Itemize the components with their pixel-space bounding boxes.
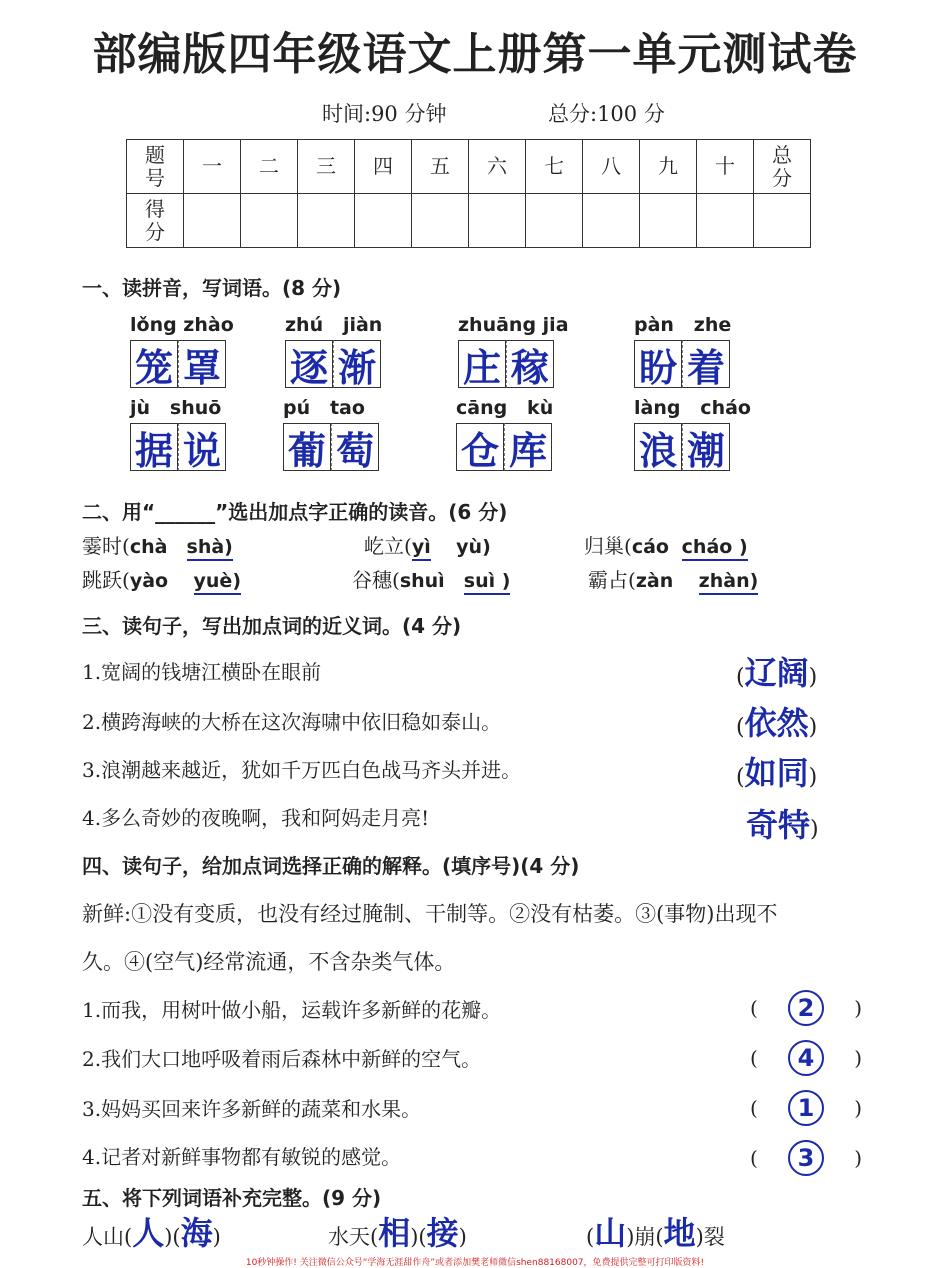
option-b[interactable]: shà) <box>187 536 233 561</box>
sentence: 2.横跨海峡的大桥在这次海啸中依旧稳如泰山。 <box>82 710 502 734</box>
sentence: 1.而我，用树叶做小船，运载许多新鲜的花瓣。 <box>82 998 502 1022</box>
synonym-answer[interactable]: 辽阔 <box>744 654 809 692</box>
answer-char[interactable]: 逐 <box>285 340 333 388</box>
answer-bracket: ( 3 ) <box>750 1140 862 1176</box>
answer-char[interactable]: 盼 <box>634 340 682 388</box>
reading-item: 归巢(cáo cháo ) <box>584 530 748 559</box>
pinyin: cāng kù <box>456 397 554 419</box>
section-2-heading: 二、用“______”选出加点字正确的读音。(6 分) <box>82 500 508 524</box>
pinyin-item <box>283 397 379 471</box>
pinyin-item <box>458 314 569 388</box>
option-b[interactable]: cháo ) <box>682 536 748 561</box>
answer-char[interactable]: 潮 <box>682 423 730 471</box>
score-col: 七 <box>526 140 583 194</box>
option-a[interactable]: zàn <box>635 570 674 592</box>
answer-bracket: 奇特) <box>746 806 819 844</box>
pinyin-item <box>285 314 382 388</box>
pinyin: pàn zhe <box>634 314 732 336</box>
idiom-answer[interactable]: 接 <box>426 1214 459 1252</box>
option-a[interactable]: shuì <box>399 570 445 592</box>
answer-char[interactable]: 渐 <box>333 340 381 388</box>
score-cell[interactable] <box>298 194 355 248</box>
reading-item: 霸占(zàn zhàn) <box>588 564 758 593</box>
option-a[interactable]: yì <box>412 536 431 561</box>
answer-char[interactable]: 罩 <box>178 340 226 388</box>
synonym-answer[interactable]: 奇特 <box>746 806 811 844</box>
score-col: 八 <box>583 140 640 194</box>
score-cell[interactable] <box>754 194 811 248</box>
pinyin: làng cháo <box>634 397 751 419</box>
option-a[interactable]: chà <box>129 536 168 558</box>
answer-char[interactable]: 葡 <box>283 423 331 471</box>
answer-char[interactable]: 稼 <box>506 340 554 388</box>
score-col: 四 <box>355 140 412 194</box>
option-b[interactable]: suì ) <box>464 570 511 595</box>
choice-answer[interactable]: 4 <box>788 1040 824 1076</box>
idiom-item: (山)崩(地)裂 <box>586 1214 725 1252</box>
pinyin-item <box>130 314 234 388</box>
idiom-item: 水天(相)(接) <box>328 1214 467 1252</box>
score-col: 二 <box>241 140 298 194</box>
reading-item: 跳跃(yào yuè) <box>82 564 241 593</box>
score-cell[interactable] <box>526 194 583 248</box>
sentence: 3.浪潮越来越近，犹如千万匹白色战马齐头并进。 <box>82 758 522 782</box>
answer-bracket: ( 1 ) <box>750 1090 862 1126</box>
synonym-answer[interactable]: 如同 <box>744 754 809 792</box>
sentence: 4.多么奇妙的夜晚啊，我和阿妈走月亮! <box>82 806 430 830</box>
score-col: 三 <box>298 140 355 194</box>
score-cell[interactable] <box>241 194 298 248</box>
total-label: 总分:100 分 <box>548 102 665 126</box>
answer-char[interactable]: 萄 <box>331 423 379 471</box>
choice-answer[interactable]: 3 <box>788 1140 824 1176</box>
pinyin-item <box>634 314 731 388</box>
pinyin: zhuāng jia <box>458 314 569 336</box>
score-cell[interactable] <box>697 194 754 248</box>
answer-bracket: ( 4 ) <box>750 1040 862 1076</box>
sentence: 3.妈妈买回来许多新鲜的蔬菜和水果。 <box>82 1097 422 1121</box>
score-table <box>126 139 811 248</box>
sentence: 1.宽阔的钱塘江横卧在眼前 <box>82 660 322 684</box>
definition-line: 久。④(空气)经常流通，不含杂类气体。 <box>82 950 456 974</box>
section-1-heading: 一、读拼音，写词语。(8 分) <box>82 276 342 300</box>
idiom-answer[interactable]: 相 <box>378 1214 411 1252</box>
score-col: 九 <box>640 140 697 194</box>
pinyin: pú tao <box>283 397 365 419</box>
answer-char[interactable]: 着 <box>682 340 730 388</box>
section-4-heading: 四、读句子，给加点词选择正确的解释。(填序号)(4 分) <box>82 854 580 878</box>
answer-bracket: (辽阔) <box>736 654 818 692</box>
sentence: 2.我们大口地呼吸着雨后森林中新鲜的空气。 <box>82 1047 482 1071</box>
score-cell[interactable] <box>469 194 526 248</box>
reading-item: 霎时(chà shà) <box>82 530 233 559</box>
score-cell[interactable] <box>583 194 640 248</box>
answer-char[interactable]: 庄 <box>458 340 506 388</box>
score-col: 一 <box>184 140 241 194</box>
section-3-heading: 三、读句子，写出加点词的近义词。(4 分) <box>82 614 462 638</box>
answer-bracket: ( 2 ) <box>750 990 862 1026</box>
idiom-answer[interactable]: 山 <box>594 1214 627 1252</box>
definition-line: 新鲜:①没有变质，也没有经过腌制、干制等。②没有枯萎。③(事物)出现不 <box>82 902 778 926</box>
page-title: 部编版四年级语文上册第一单元测试卷 <box>92 29 858 80</box>
option-b[interactable]: zhàn) <box>699 570 759 595</box>
answer-char[interactable]: 仓 <box>456 423 504 471</box>
idiom-item: 人山(人)(海) <box>82 1214 221 1252</box>
pinyin: lǒng zhào <box>130 314 234 336</box>
idiom-answer[interactable]: 地 <box>663 1214 696 1252</box>
choice-answer[interactable]: 1 <box>788 1090 824 1126</box>
score-cell[interactable] <box>640 194 697 248</box>
sentence: 4.记者对新鲜事物都有敏锐的感觉。 <box>82 1145 402 1169</box>
answer-char[interactable]: 笼 <box>130 340 178 388</box>
option-a[interactable]: cáo <box>631 536 669 558</box>
answer-char[interactable]: 浪 <box>634 423 682 471</box>
pinyin: jù shuō <box>130 397 222 419</box>
answer-char[interactable]: 据 <box>130 423 178 471</box>
score-row-head: 得 分 <box>127 194 184 248</box>
idiom-answer[interactable]: 人 <box>132 1214 165 1252</box>
score-col: 六 <box>469 140 526 194</box>
reading-item: 屹立(yì yù) <box>364 530 491 559</box>
section-5-heading: 五、将下列词语补充完整。(9 分) <box>82 1186 382 1210</box>
reading-item: 谷穗(shuì suì ) <box>352 564 510 593</box>
idiom-answer[interactable]: 海 <box>180 1214 213 1252</box>
score-head-cell: 题 号 <box>127 140 184 194</box>
pinyin-item <box>130 397 226 471</box>
answer-bracket: (依然) <box>736 704 818 742</box>
answer-bracket: (如同) <box>736 754 818 792</box>
pinyin-item <box>634 397 751 471</box>
pinyin: zhú jiàn <box>285 314 383 336</box>
score-cell[interactable] <box>184 194 241 248</box>
score-total-head: 总 分 <box>754 140 811 194</box>
pinyin-item <box>456 397 553 471</box>
option-b[interactable]: yuè) <box>194 570 241 595</box>
score-col: 十 <box>697 140 754 194</box>
choice-answer[interactable]: 2 <box>788 990 824 1026</box>
option-a[interactable]: yào <box>129 570 169 592</box>
footer-notice: 10秒钟操作! 关注微信公众号“学海无涯甜作舟”或者添加樊老师微信shen88168007，免费提供完整可打印版资料! <box>245 1258 705 1268</box>
time-label: 时间:90 分钟 <box>322 102 447 126</box>
score-cell[interactable] <box>355 194 412 248</box>
answer-char[interactable]: 说 <box>178 423 226 471</box>
synonym-answer[interactable]: 依然 <box>744 704 809 742</box>
answer-char[interactable]: 库 <box>504 423 552 471</box>
score-cell[interactable] <box>412 194 469 248</box>
option-b[interactable]: yù) <box>456 536 491 558</box>
score-col: 五 <box>412 140 469 194</box>
